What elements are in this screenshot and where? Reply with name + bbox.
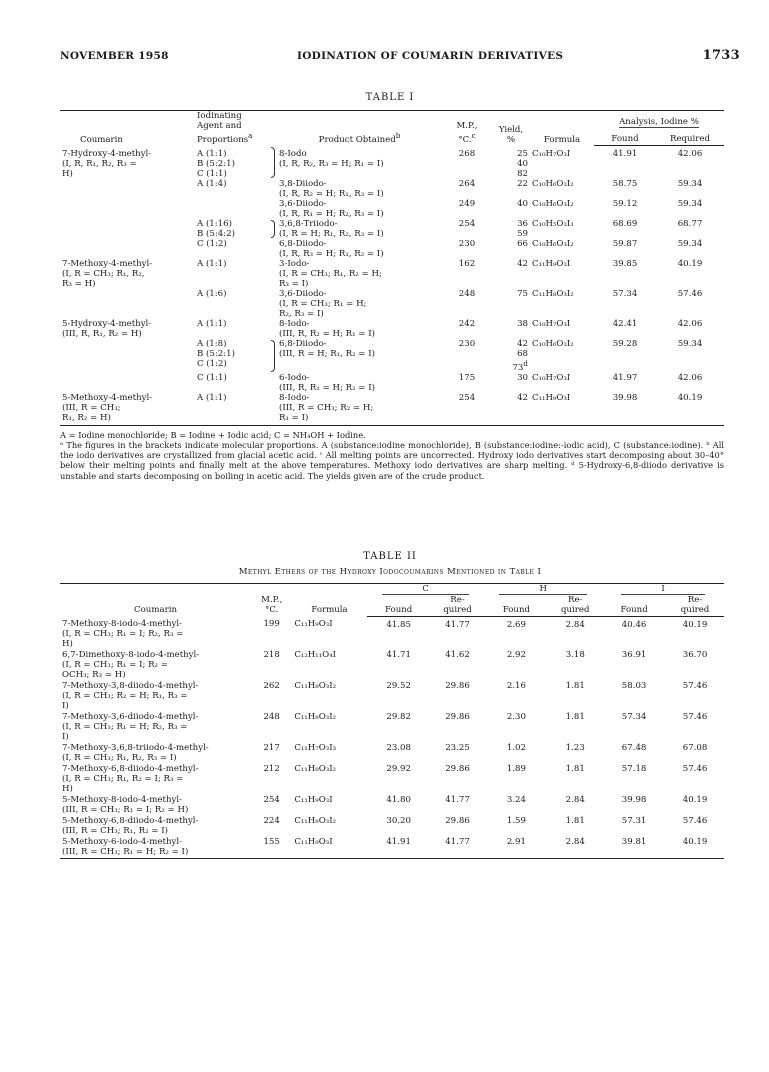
th2-i-found: Found xyxy=(602,595,666,617)
cell-formula: C₁₁H₉O₃I xyxy=(294,619,333,630)
cell-coumarin xyxy=(60,179,195,199)
cell-formula: C₁₁H₇O₃I₃ xyxy=(294,743,337,754)
table1-footnotes xyxy=(60,430,724,481)
table2-row xyxy=(60,795,724,816)
cell-mp: 224 xyxy=(263,816,280,827)
cell-h-found: 2.69 xyxy=(506,619,526,630)
cell-c-required: 41.62 xyxy=(445,650,470,661)
cell-agent: A (1:6) xyxy=(197,288,227,299)
cell-yield: 30 xyxy=(517,372,528,383)
cell-formula: C₁₀H₇O₃I xyxy=(532,318,571,329)
cell-c-required: 41.77 xyxy=(445,619,470,630)
th2-c-required: Re- quired xyxy=(431,595,485,617)
table2-title: TABLE II xyxy=(363,550,417,562)
cell-coumarin xyxy=(60,373,195,393)
cell-agent: C (1:2) xyxy=(197,238,227,249)
table1-row xyxy=(60,199,724,219)
cell-coumarin xyxy=(60,199,195,219)
cell-coumarin: 7-Methoxy-3,6-diiodo-4-methyl- (I, R = CH₃; R₁ = H; R₂, R₃ = I) xyxy=(62,712,199,743)
th2-formula: Formula xyxy=(292,583,366,616)
header-date: NOVEMBER 1958 xyxy=(60,50,169,62)
cell-yield: 75 xyxy=(517,288,528,299)
table2-row xyxy=(60,712,724,743)
cell-mp: 248 xyxy=(263,712,280,723)
th2-i: I xyxy=(602,583,724,595)
cell-i-found: 39.98 xyxy=(621,795,647,806)
cell-agent xyxy=(195,199,277,219)
cell-c-required: 23.25 xyxy=(445,743,470,754)
table1-row xyxy=(60,289,724,319)
cell-coumarin xyxy=(60,339,195,373)
cell-yield: 40 xyxy=(517,198,528,209)
table2-row xyxy=(60,616,724,650)
cell-i-found: 36.91 xyxy=(621,650,647,661)
th-coumarin: Coumarin xyxy=(60,111,195,146)
cell-i-found: 40.46 xyxy=(621,619,647,630)
cell-mp: 218 xyxy=(263,650,280,661)
table2-row xyxy=(60,743,724,764)
cell-agent: A (1:1) B (5:2:1) C (1:1) xyxy=(195,146,277,179)
cell-required: 59.34 xyxy=(677,198,703,209)
cell-agent: C (1:1) xyxy=(197,372,227,383)
cell-required: 57.46 xyxy=(677,288,703,299)
cell-yield: 25 40 82 xyxy=(517,148,528,179)
th2-coumarin: Coumarin xyxy=(60,583,251,616)
th-mp: M.P., °C.$^c$ xyxy=(442,111,492,146)
cell-coumarin: 5-Methoxy-6,8-diiodo-4-methyl- (III, R = CH₃; R₁, R₂ = I) xyxy=(62,816,199,837)
cell-formula: C₁₀H₇O₃I xyxy=(532,372,571,383)
th-yield: Yield, % xyxy=(492,111,530,146)
table1-row xyxy=(60,373,724,393)
th2-h-found: Found xyxy=(484,595,548,617)
cell-i-required: 40.19 xyxy=(682,795,708,806)
cell-found: 59.87 xyxy=(612,238,638,249)
cell-formula: C₁₀H₇O₃I xyxy=(532,148,571,159)
cell-product: 6,8-Diiodo- (I, R, R₃ = H; R₁, R₂ = I) xyxy=(279,238,384,259)
cell-coumarin xyxy=(60,219,195,239)
cell-c-found: 41.80 xyxy=(386,795,411,806)
cell-found: 68.69 xyxy=(612,218,638,229)
table2-row xyxy=(60,650,724,681)
cell-found: 58.75 xyxy=(612,178,638,189)
th-formula: Formula xyxy=(530,111,594,146)
cell-agent: A (1:1) xyxy=(197,258,227,269)
cell-i-found: 57.18 xyxy=(621,764,647,775)
cell-formula: C₁₀H₅O₃I₃ xyxy=(532,218,574,229)
cell-mp: 212 xyxy=(263,764,280,775)
cell-formula: C₁₁H₈O₃I₂ xyxy=(294,764,337,775)
cell-formula: C₁₀H₆O₃I₂ xyxy=(532,198,574,209)
cell-h-required: 2.84 xyxy=(565,619,585,630)
cell-mp: 242 xyxy=(458,318,476,329)
cell-h-found: 1.59 xyxy=(506,816,526,827)
cell-c-found: 41.85 xyxy=(386,619,411,630)
cell-c-required: 29.86 xyxy=(445,712,470,723)
cell-coumarin xyxy=(60,289,195,319)
cell-product: 3-Iodo- (I, R = CH₃; R₁, R₂ = H; R₃ = I) xyxy=(279,258,382,289)
cell-product: 6-Iodo- (III, R, R₁ = H; R₂ = I) xyxy=(279,372,375,393)
cell-product: 8-Iodo- (III, R = CH₃; R₂ = H; R₁ = I) xyxy=(277,393,442,426)
cell-i-required: 36.70 xyxy=(682,650,708,661)
cell-h-found: 1.89 xyxy=(506,764,526,775)
table2-row xyxy=(60,681,724,712)
cell-c-required: 41.77 xyxy=(431,837,485,859)
cell-coumarin: 7-Methoxy-6,8-diiodo-4-methyl- (I, R = CH₃; R₁, R₂ = I; R₃ = H) xyxy=(62,764,199,795)
th2-c: C xyxy=(367,583,485,595)
th2-h-required: Re- quired xyxy=(548,595,602,617)
cell-found: 42.41 xyxy=(612,318,638,329)
cell-coumarin: 5-Methoxy-4-methyl- (III, R = CH₃; R₁, R₂ = H) xyxy=(60,393,195,426)
cell-c-required: 29.86 xyxy=(445,681,470,692)
cell-h-required: 2.84 xyxy=(565,795,585,806)
cell-i-required: 67.08 xyxy=(682,743,708,754)
cell-formula: C₁₁H₈O₃I₂ xyxy=(294,681,337,692)
th2-c-found: Found xyxy=(367,595,431,617)
cell-h-found: 1.02 xyxy=(506,743,526,754)
cell-product: 3,6-Diiodo- (I, R = CH₃; R₁ = H; R₂, R₃ = I) xyxy=(279,288,367,319)
cell-required: 59.34 xyxy=(677,178,703,189)
cell-i-required: 40.19 xyxy=(682,619,708,630)
table2 xyxy=(60,583,724,860)
cell-agent: A (1:1) xyxy=(195,393,277,426)
cell-i-found: 57.31 xyxy=(621,816,647,827)
cell-h-found: 3.24 xyxy=(506,795,526,806)
cell-i-required: 57.46 xyxy=(682,712,708,723)
cell-coumarin xyxy=(60,239,195,259)
cell-i-required: 40.19 xyxy=(666,837,724,859)
cell-h-required: 1.81 xyxy=(565,681,585,692)
cell-mp: 199 xyxy=(263,619,280,630)
cell-c-required: 41.77 xyxy=(445,795,470,806)
cell-c-required: 29.86 xyxy=(445,816,470,827)
cell-i-found: 39.81 xyxy=(602,837,666,859)
cell-required: 42.06 xyxy=(677,372,703,383)
th-analysis: Analysis, Iodine % xyxy=(594,111,724,129)
table1-row xyxy=(60,339,724,373)
cell-formula: C₁₀H₆O₃I₂ xyxy=(532,338,574,349)
table1 xyxy=(60,110,724,426)
cell-yield: 42 xyxy=(492,393,530,426)
cell-c-found: 29.92 xyxy=(386,764,411,775)
table1-row xyxy=(60,179,724,199)
th-product: Product Obtained$^b$ xyxy=(277,111,442,146)
table2-body xyxy=(60,616,724,859)
cell-c-required: 29.86 xyxy=(445,764,470,775)
cell-h-required: 1.81 xyxy=(565,764,585,775)
cell-h-required: 2.84 xyxy=(548,837,602,859)
cell-required: 59.34 xyxy=(677,338,703,349)
table1-title: TABLE I xyxy=(365,92,415,103)
cell-formula: C₁₀H₆O₃I₂ xyxy=(532,178,574,189)
th-agent: Iodinating Agent and Proportions$^a$ xyxy=(195,111,277,146)
cell-found: 41.91 xyxy=(612,149,638,160)
cell-mp: 230 xyxy=(458,338,476,349)
cell-required: 68.77 xyxy=(677,218,703,229)
cell-agent: A (1:4) xyxy=(197,178,227,189)
cell-i-required: 57.46 xyxy=(682,681,708,692)
th2-h: H xyxy=(484,583,602,595)
cell-formula: C₁₁H₈O₃I₂ xyxy=(532,288,574,299)
cell-h-found: 2.30 xyxy=(506,712,526,723)
cell-mp: 262 xyxy=(263,681,280,692)
table2-row xyxy=(60,816,724,837)
cell-h-found: 2.92 xyxy=(506,650,526,661)
cell-agent: A (1:8) B (5:2:1) C (1:2) xyxy=(195,339,277,373)
page-number: 1733 xyxy=(702,48,740,63)
cell-formula: C₁₁H₈O₃I₂ xyxy=(294,816,337,827)
cell-c-found: 23.08 xyxy=(386,743,411,754)
cell-mp: 268 xyxy=(458,148,476,159)
th2-mp: M.P., °C. xyxy=(251,583,292,616)
cell-required: 42.06 xyxy=(677,149,703,160)
cell-mp: 230 xyxy=(458,238,476,249)
cell-yield: 42 68 73$^d$ xyxy=(512,338,528,373)
cell-h-found: 2.16 xyxy=(506,681,526,692)
cell-mp: 254 xyxy=(442,393,492,426)
footnote-key: A = Iodine monochloride; B = Iodine + Iodic acid; C = NH₄OH + Iodine. xyxy=(60,429,366,440)
table1-row xyxy=(60,259,724,289)
cell-found: 41.97 xyxy=(612,372,638,383)
cell-mp: 162 xyxy=(458,258,476,269)
cell-h-required: 1.23 xyxy=(565,743,585,754)
cell-yield: 42 xyxy=(517,258,528,269)
table2-subtitle: Methyl Ethers of the Hydroxy Iodocoumarins Mentioned in Table I xyxy=(238,566,542,577)
cell-h-required: 1.81 xyxy=(565,712,585,723)
cell-mp: 264 xyxy=(458,178,476,189)
cell-i-found: 58.03 xyxy=(621,681,647,692)
cell-formula: C₁₁H₉O₃I xyxy=(294,795,333,806)
cell-required: 40.19 xyxy=(677,258,703,269)
cell-mp: 217 xyxy=(263,743,280,754)
cell-formula: C₁₁H₉O₃I xyxy=(292,837,366,859)
cell-mp: 254 xyxy=(458,218,476,229)
cell-coumarin: 7-Methoxy-3,6,8-triiodo-4-methyl- (I, R = CH₃; R₁, R₂, R₃ = I) xyxy=(62,743,209,764)
footnote-text: ᵃ The figures in the brackets indicate molecular proportions. A (substance:iodine monochloride), B (substance:iodine:-iodic acid), C (substance:iodine). ᵇ All the iodo derivatives are crystallized from glacial acetic acid. ᶜ All melting points are uncorrected. Hydroxy iodo derivatives start decomposing about 30–40° below their melting points and finally melt at the above temperatures. Methoxy iodo derivatives are sharp melting. ᵈ 5-Hydroxy-6,8-diiodo derivative is unstable and starts decomposing on boiling in acetic acid. The yields given are of the crude product. xyxy=(60,439,724,481)
cell-mp: 248 xyxy=(458,288,476,299)
cell-h-required: 3.18 xyxy=(565,650,585,661)
cell-mp: 175 xyxy=(458,372,476,383)
table1-row xyxy=(60,393,724,426)
cell-required: 40.19 xyxy=(656,393,724,426)
cell-agent: A (1:16) B (5:4:2) xyxy=(195,219,277,239)
cell-i-required: 57.46 xyxy=(682,816,708,827)
cell-i-required: 57.46 xyxy=(682,764,708,775)
th-required: Required xyxy=(656,128,724,146)
table1-body xyxy=(60,146,724,425)
cell-agent: A (1:1) xyxy=(197,318,227,329)
cell-product: 3,6-Diiodo- (I, R, R₁ = H; R₂, R₃ = I) xyxy=(279,198,384,219)
journal-page xyxy=(52,48,740,859)
cell-c-found: 29.52 xyxy=(386,681,411,692)
th2-i-required: Re- quired xyxy=(666,595,724,617)
cell-formula: C₁₀H₆O₃I₂ xyxy=(532,238,574,249)
cell-i-found: 67.48 xyxy=(621,743,647,754)
cell-product: 3,6,8-Triiodo- (I, R = H; R₁, R₂, R₃ = I) xyxy=(279,218,384,239)
cell-yield: 38 xyxy=(517,318,528,329)
cell-formula: C₁₁H₈O₃I₂ xyxy=(294,712,337,723)
table2-row xyxy=(60,837,724,859)
cell-coumarin: 5-Methoxy-8-iodo-4-methyl- (III, R = CH₃; R₁ = I; R₂ = H) xyxy=(62,795,189,816)
cell-coumarin: 7-Methoxy-4-methyl- (I, R = CH₃; R₁, R₂, R₃ = H) xyxy=(62,258,153,289)
cell-found: 59.12 xyxy=(612,198,638,209)
cell-formula: C₁₁H₉O₃I xyxy=(532,258,571,269)
cell-coumarin: 5-Hydroxy-4-methyl- (III, R, R₁, R₂ = H) xyxy=(62,318,152,339)
header-title: IODINATION OF COUMARIN DERIVATIVES xyxy=(297,50,564,62)
table2-row xyxy=(60,764,724,795)
cell-found: 39.85 xyxy=(612,258,638,269)
cell-h-required: 1.81 xyxy=(565,816,585,827)
cell-c-found: 30.20 xyxy=(386,816,411,827)
cell-found: 57.34 xyxy=(612,288,638,299)
cell-coumarin: 7-Methoxy-8-iodo-4-methyl- (I, R = CH₃; R₁ = I; R₂, R₃ = H) xyxy=(62,619,184,650)
cell-yield: 36 59 xyxy=(517,218,528,239)
cell-yield: 66 xyxy=(517,238,528,249)
cell-h-found: 2.91 xyxy=(484,837,548,859)
cell-coumarin: 5-Methoxy-6-iodo-4-methyl- (III, R = CH₃; R₁ = H; R₂ = I) xyxy=(60,837,251,859)
cell-mp: 249 xyxy=(458,198,476,209)
cell-mp: 254 xyxy=(263,795,280,806)
cell-formula: C₁₁H₉O₃I xyxy=(530,393,594,426)
cell-coumarin: 6,7-Dimethoxy-8-iodo-4-methyl- (I, R = CH₃; R₁ = I; R₂ = OCH₃; R₃ = H) xyxy=(62,650,200,681)
th-found: Found xyxy=(594,128,656,146)
cell-required: 42.06 xyxy=(677,318,703,329)
cell-yield: 22 xyxy=(517,178,528,189)
cell-product: 6,8-Diiodo- (III, R = H; R₁, R₂ = I) xyxy=(279,338,375,359)
cell-product: 3,8-Diiodo- (I, R, R₂ = H; R₁, R₃ = I) xyxy=(279,178,384,199)
cell-c-found: 41.91 xyxy=(367,837,431,859)
table1-row xyxy=(60,319,724,339)
cell-formula: C₁₂H₁₁O₄I xyxy=(294,650,337,661)
table1-row xyxy=(60,239,724,259)
table1-row xyxy=(60,146,724,179)
cell-product: 8-Iodo (I, R, R₂, R₃ = H; R₁ = I) xyxy=(279,148,384,169)
cell-required: 59.34 xyxy=(677,238,703,249)
cell-coumarin: 7-Methoxy-3,8-diiodo-4-methyl- (I, R = CH₃; R₂ = H; R₁, R₃ = I) xyxy=(62,681,199,712)
running-header xyxy=(52,48,740,64)
cell-found: 59.28 xyxy=(612,338,638,349)
cell-c-found: 29.82 xyxy=(386,712,411,723)
cell-mp: 155 xyxy=(251,837,292,859)
cell-found: 39.98 xyxy=(594,393,656,426)
cell-c-found: 41.71 xyxy=(386,650,411,661)
cell-coumarin: 7-Hydroxy-4-methyl- (I, R, R₁, R₂, R₃ = H) xyxy=(62,148,152,179)
cell-i-found: 57.34 xyxy=(621,712,647,723)
table1-row xyxy=(60,219,724,239)
cell-product: 8-Iodo- (III, R, R₂ = H; R₁ = I) xyxy=(279,318,375,339)
